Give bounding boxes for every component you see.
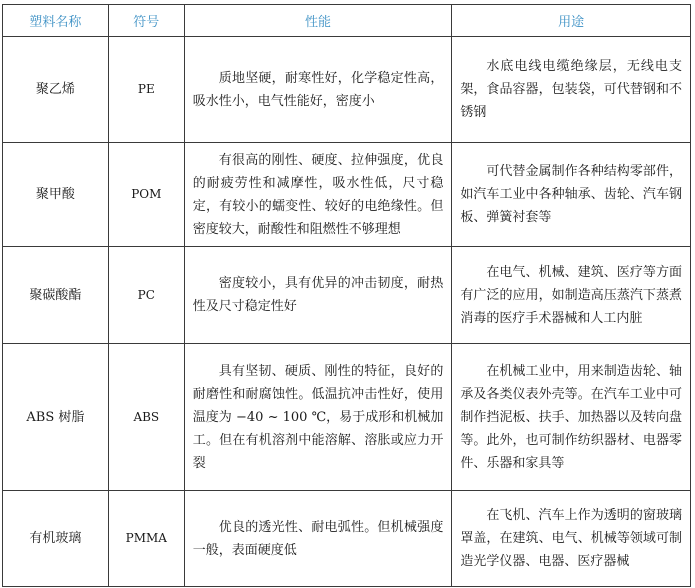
cell-symbol: PE <box>108 37 184 143</box>
cell-symbol: PC <box>108 247 184 344</box>
cell-name: 聚碳酸酯 <box>3 247 109 344</box>
cell-symbol: PMMA <box>108 491 184 587</box>
cell-performance <box>184 491 452 587</box>
performance-text: 质地坚硬，耐寒性好，化学稳定性高，吸水性小，电气性能好，密度小 <box>192 70 444 109</box>
cell-usage <box>452 143 691 247</box>
cell-name: 有机玻璃 <box>3 491 109 587</box>
cell-name: ABS 树脂 <box>3 344 109 491</box>
plastics-table <box>2 4 691 587</box>
performance-text: 具有坚韧、硬质、刚性的特征，良好的耐磨性和耐腐蚀性。低温抗冲击性好，使用温度为 −40 ~ 100 ℃，易于成形和机械加工。但在有机溶剂中能溶解、溶胀或应力开裂 <box>192 363 444 471</box>
performance-text: 密度较小，具有优异的冲击韧度，耐热性及尺寸稳定性好 <box>192 276 444 314</box>
header-performance: 性能 <box>184 5 452 37</box>
performance-text: 有很高的刚性、硬度、拉伸强度，优良的耐疲劳性和减摩性，吸水性低，尺寸稳定，有较小的蠕变性、较好的电绝缘性。但密度较大，耐酸性和阻燃性不够理想 <box>192 152 444 237</box>
usage-text: 在飞机、汽车上作为透明的窗玻璃罩盖，在建筑、电气、机械等领域可制造光学仪器、电器、医疗器械 <box>460 508 682 569</box>
cell-symbol: ABS <box>108 344 184 491</box>
usage-text: 可代替金属制作各种结构零部件，如汽车工业中各种轴承、齿轮、汽车钢板、弹簧衬套等 <box>460 164 682 225</box>
cell-name: 聚甲酸 <box>3 143 109 247</box>
cell-symbol: POM <box>108 143 184 247</box>
cell-performance <box>184 37 452 143</box>
cell-usage <box>452 247 691 344</box>
table-row-pmma <box>3 491 691 587</box>
header-usage: 用途 <box>452 5 691 37</box>
cell-performance <box>184 344 452 491</box>
header-name: 塑料名称 <box>3 5 109 37</box>
performance-text: 优良的透光性、耐电弧性。但机械强度一般，表面硬度低 <box>192 519 444 558</box>
cell-performance <box>184 143 452 247</box>
usage-text: 在电气、机械、建筑、医疗等方面有广泛的应用，如制造高压蒸汽下蒸煮消毒的医疗手术器械和人工内脏 <box>460 264 682 326</box>
table-row-abs <box>3 344 691 491</box>
cell-usage <box>452 491 691 587</box>
cell-usage <box>452 344 691 491</box>
table-row-pom <box>3 143 691 247</box>
cell-usage <box>452 37 691 143</box>
table-row-pc <box>3 247 691 344</box>
usage-text: 在机械工业中，用来制造齿轮、轴承及各类仪表外壳等。在汽车工业中可制作挡泥板、扶手、加热器以及转向盘等。此外，也可制作纺织器材、电器零件、乐器和家具等 <box>460 363 682 471</box>
cell-name: 聚乙烯 <box>3 37 109 143</box>
usage-text: 水底电线电缆绝缘层，无线电支架，食品容器，包装袋，可代替钢和不锈钢 <box>460 59 682 120</box>
header-symbol: 符号 <box>108 5 184 37</box>
table-row-pe <box>3 37 691 143</box>
cell-performance <box>184 247 452 344</box>
header-row <box>3 5 691 37</box>
